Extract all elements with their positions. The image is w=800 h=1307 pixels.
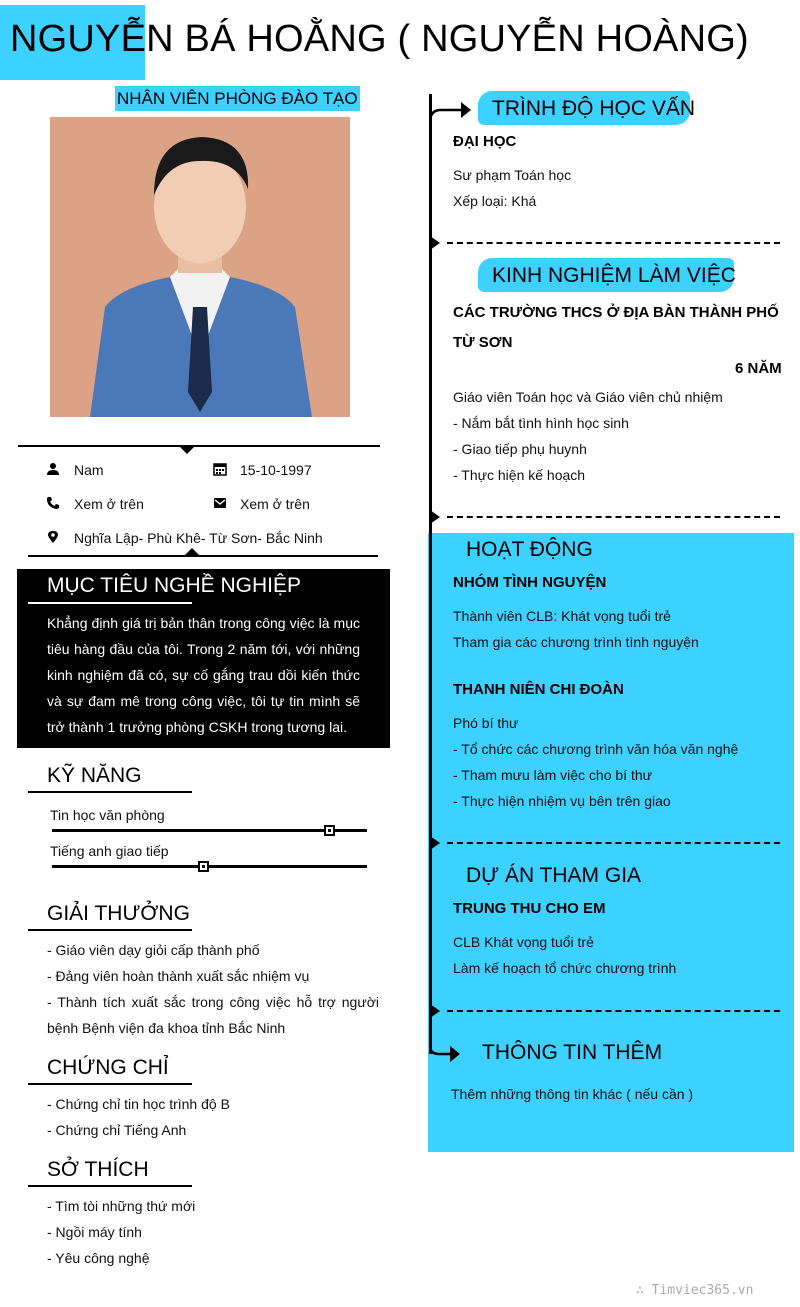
objective-title: MỤC TIÊU NGHỀ NGHIỆP [47, 574, 301, 597]
user-icon [46, 462, 60, 476]
award-item: - Giáo viên dạy giỏi cấp thành phố [47, 942, 260, 958]
timeline-marker [430, 1004, 440, 1018]
activity-item: Thành viên CLB: Khát vọng tuổi trẻ [453, 608, 671, 624]
education-grade: Xếp loại: Khá [453, 193, 537, 209]
extra-info-text: Thêm những thông tin khác ( nếu cần ) [451, 1086, 694, 1102]
activities-title: HOẠT ĐỘNG [466, 538, 593, 561]
project-list [453, 929, 788, 981]
objective-underline [28, 602, 192, 604]
education-major: Sư phạm Toán học [453, 167, 572, 183]
project-item: CLB Khát vọng tuổi trẻ [453, 934, 594, 950]
awards-list [47, 937, 379, 1041]
experience-item: Giáo viên Toán học và Giáo viên chủ nhiệm [453, 389, 723, 405]
section-divider [447, 516, 780, 518]
skills-title: KỸ NĂNG [47, 764, 142, 787]
award-item: - Đảng viên hoàn thành xuất sắc nhiệm vụ [47, 968, 310, 984]
email-icon [213, 496, 227, 510]
experience-item: - Nắm bắt tình hình học sinh [453, 415, 629, 431]
project-item: Làm kế hoạch tổ chức chương trình [453, 960, 677, 976]
profile-photo [50, 117, 350, 417]
email-value: Xem ở trên [240, 496, 310, 512]
activity-item: Tham gia các chương trình tình nguyện [453, 634, 699, 650]
certificate-item: - Chứng chỉ Tiếng Anh [47, 1122, 187, 1138]
timeline-arrow-icon [429, 96, 475, 124]
candidate-name: NGUYỄN BÁ HOẰNG ( NGUYỄN HOÀNG) [10, 18, 749, 60]
hobby-item: - Tìm tòi những thứ mới [47, 1198, 196, 1214]
birthday-value: 15-10-1997 [240, 462, 312, 478]
awards-title: GIẢI THƯỞNG [47, 902, 190, 925]
extra-info-title: THÔNG TIN THÊM [482, 1041, 663, 1064]
skills-underline [28, 791, 192, 793]
award-item: - Thành tích xuất sắc trong công việc hỗ trợ người bệnh Bệnh viện đa khoa tỉnh Bắc Ninh [47, 994, 379, 1036]
skill-level-knob [198, 861, 209, 872]
hobbies-title: SỞ THÍCH [47, 1158, 149, 1181]
experience-item: - Giao tiếp phụ huynh [453, 441, 587, 457]
phone-icon [46, 496, 60, 510]
activity-item: - Tổ chức các chương trình văn hóa văn nghệ [453, 741, 739, 757]
hobbies-underline [28, 1185, 192, 1187]
activity-item: Phó bí thư [453, 715, 519, 731]
activity-item: - Thực hiện nhiệm vụ bên trên giao [453, 793, 671, 809]
calendar-icon [213, 462, 227, 476]
experience-item: - Thực hiện kế hoạch [453, 467, 586, 483]
address-value: Nghĩa Lập- Phù Khê- Từ Sơn- Bắc Ninh [74, 530, 323, 546]
watermark: ∴ Timviec365.vn [636, 1283, 754, 1298]
section-divider [447, 242, 780, 244]
info-divider-arrow [179, 446, 195, 454]
activity-group-list [453, 710, 788, 814]
skill-label: Tin học văn phòng [50, 807, 165, 823]
map-pin-icon [46, 530, 60, 544]
activity-group-list [453, 603, 788, 655]
phone-value: Xem ở trên [74, 496, 144, 512]
skill-level-knob [324, 825, 335, 836]
activity-group-name: NHÓM TÌNH NGUYỆN [453, 574, 607, 591]
hobby-item: - Yêu công nghệ [47, 1250, 150, 1266]
timeline-arrow-icon [429, 1030, 463, 1064]
gender-value: Nam [74, 462, 104, 478]
timeline-marker [430, 510, 440, 524]
experience-title: KINH NGHIỆM LÀM VIỆC [492, 264, 736, 287]
experience-duration: 6 NĂM [735, 360, 782, 377]
section-divider [447, 1010, 780, 1012]
certificates-underline [28, 1083, 192, 1085]
info-bottom-divider [28, 555, 378, 557]
experience-list [453, 384, 788, 488]
activity-group-name: THANH NIÊN CHI ĐOÀN [453, 681, 624, 698]
job-position: NHÂN VIÊN PHÒNG ĐÀO TẠO [115, 86, 360, 111]
objective-text: Khẳng định giá trị bản thân trong công việc là mục tiêu hàng đầu của tôi. Trong 2 năm tới, với những kinh nghiệm đã có, sự cố gắng trau dồi kiến thức và sự đam mê trong công việc, tôi tự tin mình sẽ trở thành 1 trưởng phòng CSKH trong tương lai. [47, 615, 360, 735]
skill-bar [52, 829, 367, 832]
timeline-marker [430, 236, 440, 250]
education-title: TRÌNH ĐỘ HỌC VẤN [492, 97, 696, 120]
section-divider [447, 842, 780, 844]
hobbies-list [47, 1193, 379, 1271]
education-level: ĐẠI HỌC [453, 133, 517, 150]
project-name: TRUNG THU CHO EM [453, 900, 606, 917]
certificates-title: CHỨNG CHỈ [47, 1056, 169, 1079]
certificates-list [47, 1091, 379, 1143]
projects-title: DỰ ÁN THAM GIA [466, 864, 642, 887]
experience-org: CÁC TRƯỜNG THCS Ở ĐỊA BÀN THÀNH PHỐ TỪ SƠN [453, 304, 779, 351]
awards-underline [28, 929, 192, 931]
skill-bar [52, 865, 367, 868]
certificate-item: - Chứng chỉ tin học trình độ B [47, 1096, 230, 1112]
hobby-item: - Ngồi máy tính [47, 1224, 142, 1240]
skill-label: Tiếng anh giao tiếp [50, 843, 169, 859]
timeline-marker [430, 836, 440, 850]
activity-item: - Tham mưu làm việc cho bí thư [453, 767, 652, 783]
info-top-divider [18, 445, 380, 447]
